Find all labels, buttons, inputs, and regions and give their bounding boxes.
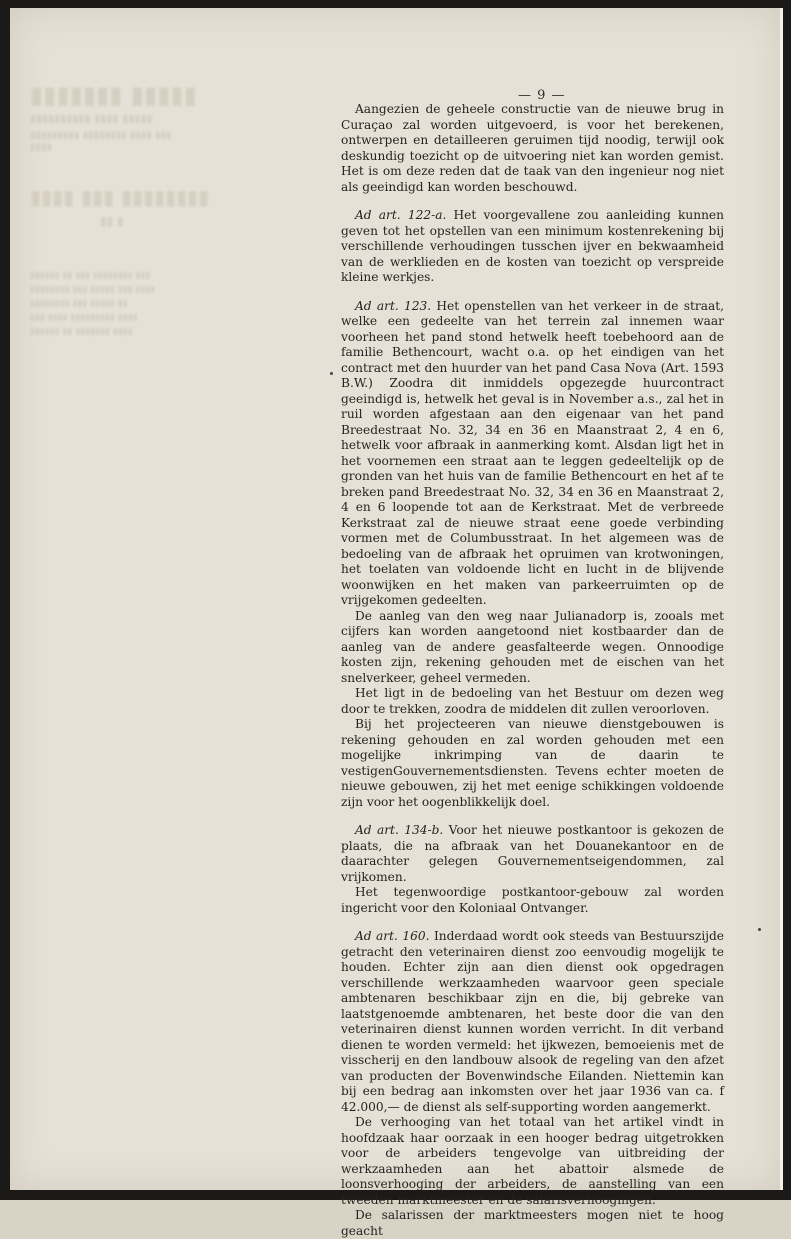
paragraph-text: Het openstellen van het verkeer in de straat, welke een gedeelte van het terrein zal innemen waar voorheen het pand stond hetwelk heeft toebehoord aan de familie Bethencourt, wacht o.a. op het eindigen van het contract met den huurder van het pand Casa Nova (Art. 1593 B.W.) Zoodra dit inmiddels opgezegde huurcontract geeindigd is, hetwelk het geval is in November a.s., zal het in ruil worden afgestaan aan den eigenaar van het pand Breedestraat No. 32, 34 en 36 en Maanstraat 2, 4 en 6, hetwelk voor afbraak in aanmerking komt. Alsdan ligt het in het voornemen een straat aan te leggen gedeeltelijk op de gronden van het huis van de familie Bethencourt en het af te breken pand Breedestraat No. 32, 34 en 36 en Maanstraat 2, 4 en 6 loopende tot aan de Kerkstraat. Met de verbreede Kerkstraat zal de nieuwe straat eene goede verbinding vormen met de Columbusstraat. In het algemeen was de bedoeling van de afbraak het opruimen van krotwoningen, het toelaten van voldoende licht en lucht in de blijvende woonwijken en het maken van parkeerruimten op de vrijgekomen gedeelten. — [341, 298, 725, 607]
paragraph-text: Het voorgevallene zou aanleiding kunnen geven tot het opstellen van een minimum kostenrekening bij verschillende verhoudingen tusschen ijver en bekwaamheid van de werklieden en de kosten van toezicht op verspreide kleine werkjes. — [341, 208, 724, 284]
article-reference: Ad art. 122-a. — [355, 208, 447, 222]
paragraph-text: De aanleg van den weg naar Julianadorp is, zooals met cijfers kan worden aangetoond niet kostbaarder dan de aanleg van de andere geasfalteerde wegen. Onnoodige kosten zijn, rekening gehouden met de eischen van het snelverkeer, geheel vermeden. — [341, 608, 724, 685]
paragraph-text: Het tegenwoordige postkantoor-gebouw zal worden ingericht voor den Koloniaal Ontvanger. — [341, 885, 724, 915]
paragraph — [341, 885, 724, 916]
paragraph — [341, 823, 724, 885]
scan-speck — [330, 372, 333, 375]
paragraph-text: De salarissen der marktmeesters mogen niet te hoog geacht — [341, 1208, 724, 1238]
page-number: — 9 — — [518, 88, 566, 103]
paragraph-text: Het ligt in de bedoeling van het Bestuur om dezen weg door te trekken, zoodra de middelen dit zullen veroorloven. — [341, 686, 724, 716]
page-edge — [780, 8, 783, 1190]
paragraph-text: Voor het nieuwe postkantoor is gekozen de plaats, die na afbraak van het Douanekantoor en de daarachter gelegen Gouvernementseigendommen, zal vrijkomen. — [341, 823, 725, 884]
paragraph-text: Bij het projecteeren van nieuwe dienstgebouwen is rekening gehouden en zal worden gehouden met een mogelijke inkrimping van de daarin te vestigenGouvernementsdiensten. Tevens echter moeten de nieuwe gebouwen, zij het met eenige schikkingen voldoende zijn voor het oogenblikkelijk doel. — [341, 717, 724, 809]
paragraph — [341, 717, 724, 810]
scan-speck — [758, 928, 761, 931]
paragraph — [341, 102, 724, 195]
paragraph — [341, 929, 724, 1115]
paragraph — [341, 609, 724, 687]
paragraph-text: Inderdaad wordt ook steeds van Bestuurszijde getracht den veterinairen dienst zoo eenvoudig mogelijk te houden. Echter zijn aan dien dienst ook opgedragen verschillende werkzaamheden waarvoor geen speciale ambtenaren beschikbaar zijn en die, bij gebreke van laatstgenoemde ambtenaren, het beste door die van den veterinairen dienst kunnen worden verricht. In dit verband dienen te worden vermeld: het ijkwezen, bemoeienis met de visscherij en den landbouw alsook de regeling van den afzet van producten der Bovenwindsche Eilanden. Niettemin kan bij een bedrag aan inkomsten over het jaar 1936 van ca. f 42.000,— de dienst als self-supporting worden aangemerkt. — [341, 929, 725, 1114]
paragraph — [341, 1115, 724, 1208]
article-reference: Ad art. 123. — [355, 298, 432, 313]
paragraph — [341, 686, 724, 717]
paragraph — [341, 1208, 724, 1239]
article-reference: Ad art. 134-b. — [355, 823, 444, 837]
bleed-through-decoration: ▮▮▮▮▮▮▮ ▮▮▮▮▮ ▮▮▮▮▮▮▮▮▮▮ ▮▮▮▮ ▮▮▮▮▮ ▮▮▮▮▮▮▮▮▮ ▮▮▮▮▮▮▮▮ ▮▮▮▮ ▮▮▮ ▮▮▮▮ ▮▮▮▮ ▮▮▮ ▮▮▮▮▮▮▮▮ ▮▮ ▮ ▮▮▮▮▮▮ ▮▮ ▮▮▮ ▮▮▮▮▮▮▮▮ ▮▮▮ ▮▮▮▮▮▮▮▮ ▮▮▮ ▮▮▮▮▮ ▮▮▮ ▮▮▮▮ ▮▮▮▮▮▮▮▮ ▮▮▮ ▮▮▮▮▮ ▮▮ ▮▮▮ ▮▮▮▮ ▮▮▮▮▮▮▮▮▮ ▮▮▮▮ ▮▮▮▮▮▮ ▮▮ ▮▮▮▮▮▮▮ ▮▮▮▮ — [30, 81, 210, 337]
paragraph — [341, 299, 724, 609]
paragraph-text: De verhooging van het totaal van het artikel vindt in hoofdzaak haar oorzaak in een hooger bedrag uitgetrokken voor de arbeiders tengevolge van uitbreiding der werkzaamheden aan het abattoir alsmede de loonsverhooging der arbeiders, de aanstelling van een tweeden marktmeester en de salarisverhoogingen. — [341, 1115, 724, 1207]
paragraph — [341, 208, 724, 286]
article-reference: Ad art. 160. — [355, 929, 430, 943]
body-text — [341, 102, 724, 1239]
paragraph-text: Aangezien de geheele constructie van de nieuwe brug in Curaçao zal worden uitgevoerd, is voor het berekenen, ontwerpen en detailleeren geruimen tijd noodig, terwijl ook deskundig toezicht op de uitvoering niet kan worden gemist. Het is om deze reden dat de taak van den ingenieur nog niet als geeindigd kan worden beschouwd. — [341, 102, 724, 194]
